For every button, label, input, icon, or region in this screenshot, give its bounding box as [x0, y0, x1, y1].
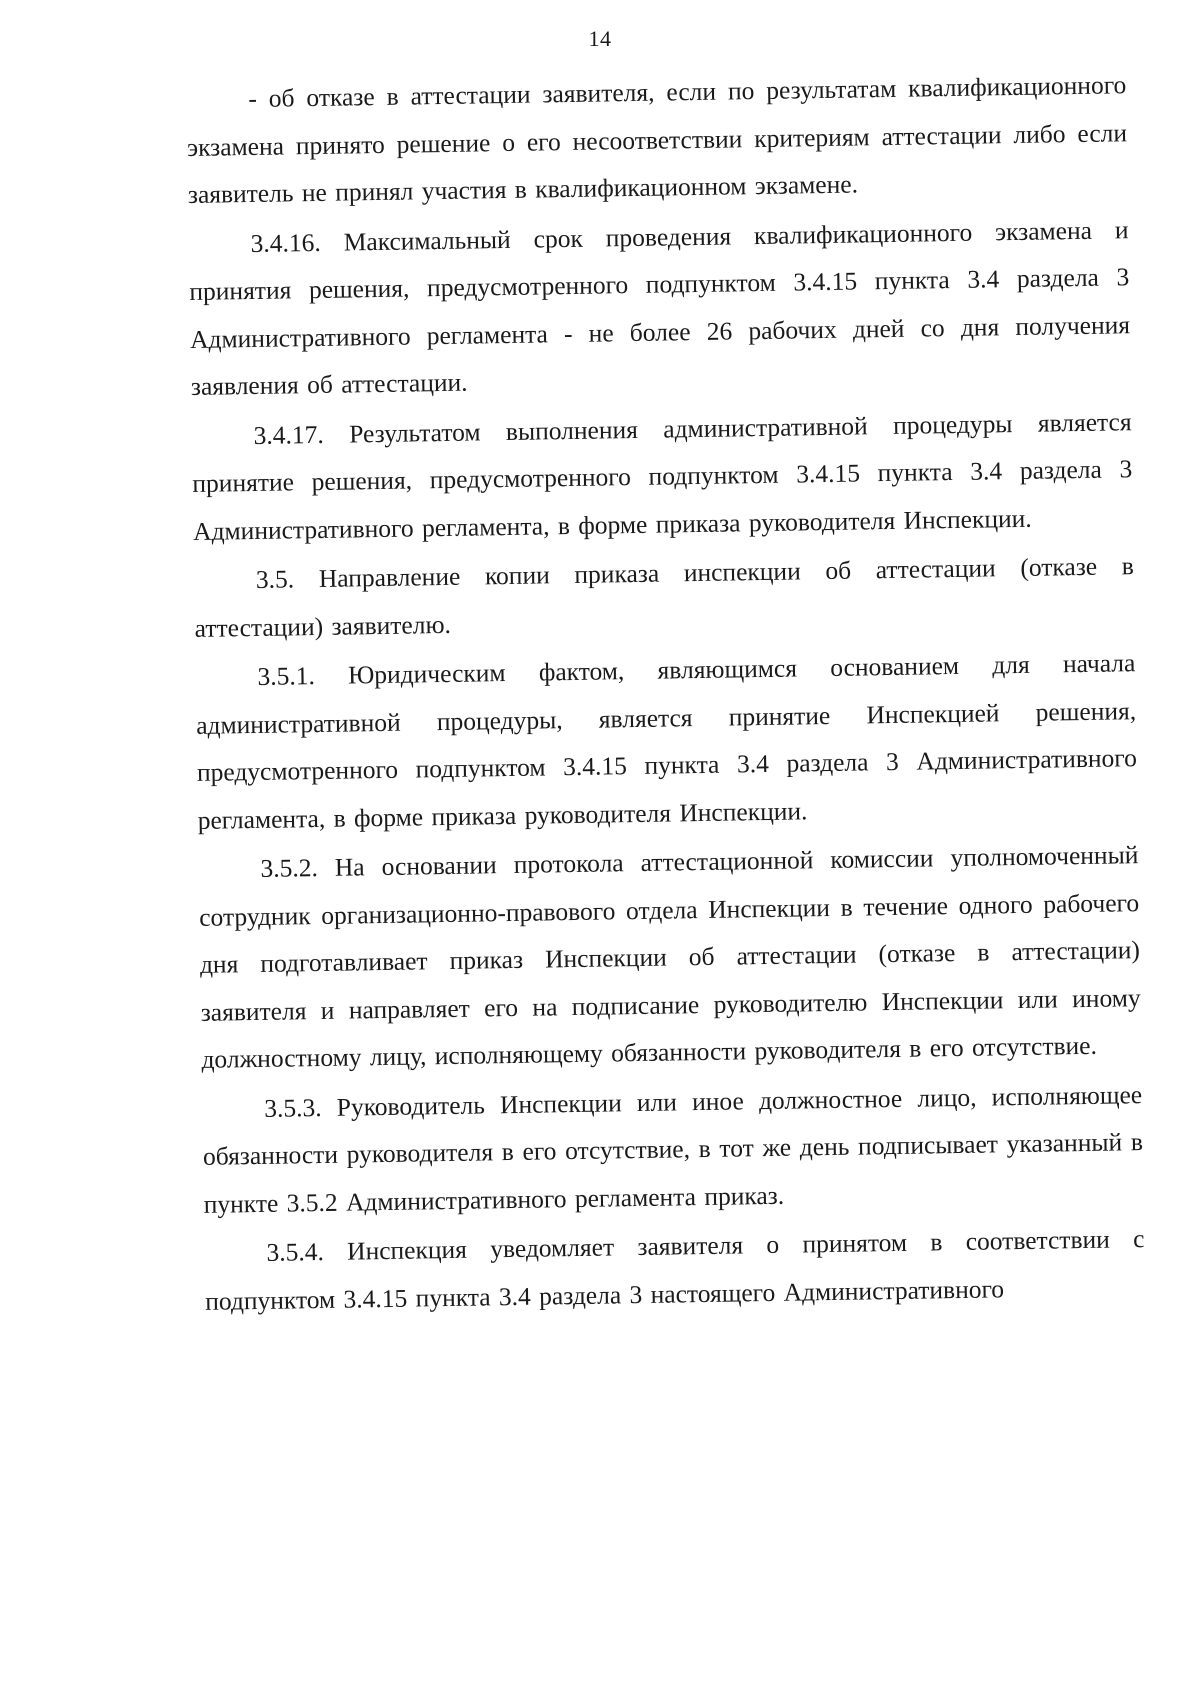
paragraph-3-5-3: 3.5.3. Руководитель Инспекции или иное должностное лицо, исполняющее обязанности руководителя в его отсутствие, в тот же день подписывает указанный в пункте 3.5.2 Административного регламента приказ.	[202, 1079, 1144, 1219]
document-body	[186, 61, 1146, 1327]
paragraph-3-4-16: 3.4.16. Максимальный срок проведения квалификационного экзамена и принятия решения, предусмотренного подпунктом 3.4.15 пункта 3.4 раздела 3 Административного регламента - не более 26 рабочих дней со дня получения заявления об аттестации.	[189, 214, 1131, 401]
paragraph-3-4-17: 3.4.17. Результатом выполнения административной процедуры является принятие решения, предусмотренного подпунктом 3.4.15 пункта 3.4 раздела 3 Административного регламента, в форме приказа руководителя Инспекции.	[192, 406, 1133, 546]
paragraph-3-5-heading: 3.5. Направление копии приказа инспекции об аттестации (отказе в аттестации) заявителю.	[194, 551, 1135, 643]
paragraph-3-5-2: 3.5.2. На основании протокола аттестационной комиссии уполномоченный сотрудник организационно-правового отдела Инспекции в течение одного рабочего дня подготавливает приказ Инспекции об аттестации (отказе в аттестации) заявителя и направляет его на подписание руководителю Инспекции или иному должностному лицу, исполняющему обязанности руководителя в его отсутствие.	[198, 840, 1141, 1074]
paragraph-3-5-4: 3.5.4. Инспекция уведомляет заявителя о принятом в соответствии с подпунктом 3.4.15 пункта 3.4 раздела 3 настоящего Административного	[205, 1224, 1145, 1316]
page-number: 14	[588, 26, 612, 51]
paragraph-3-5-1: 3.5.1. Юридическим фактом, являющимся основанием для начала административной процедуры, является принятие Инспекцией решения, предусмотренного подпунктом 3.4.15 пункта 3.4 раздела 3 Административного регламента, в форме приказа руководителя Инспекции.	[195, 648, 1138, 835]
paragraph-refusal-item: - об отказе в аттестации заявителя, если по результатам квалификационного экзамена принято решение о его несоответствии критериям аттестации либо если заявитель не принял участия в квалификационном экзамене.	[186, 70, 1128, 209]
